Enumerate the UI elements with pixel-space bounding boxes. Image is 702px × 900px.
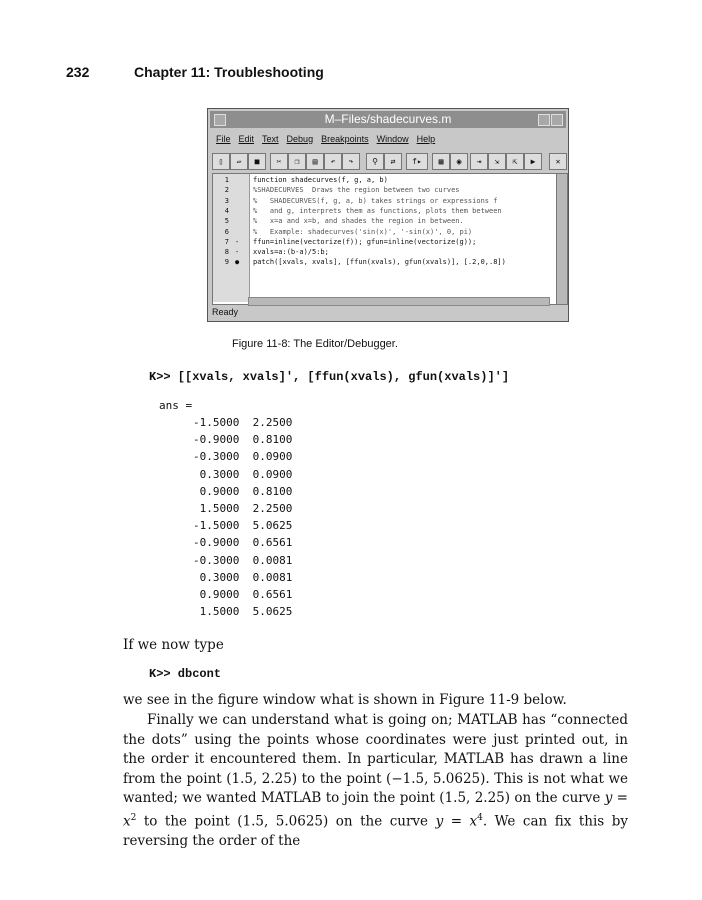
- ans-row: 0.9000 0.6561: [193, 588, 293, 601]
- open-file-icon[interactable]: ▱: [230, 153, 248, 170]
- line-number: 8: [224, 248, 229, 257]
- menu-item[interactable]: File: [216, 134, 231, 144]
- cut-icon[interactable]: ✂: [270, 153, 288, 170]
- line-marker[interactable]: -: [235, 248, 240, 257]
- equation-1: y = x: [123, 790, 628, 829]
- minimize-icon[interactable]: [538, 114, 550, 126]
- line-number: 5: [224, 217, 229, 226]
- step-out-icon[interactable]: ⇱: [506, 153, 524, 170]
- code-line: ffun=inline(vectorize(f)); gfun=inline(vectorize(g));: [253, 237, 477, 246]
- code-line: % SHADECURVES(f, g, a, b) takes strings or expressions f: [253, 196, 498, 205]
- paragraph-1: If we now type: [123, 637, 224, 653]
- toolbar: [212, 151, 564, 171]
- horizontal-scrollbar[interactable]: [248, 297, 550, 306]
- line-number: 6: [224, 227, 229, 236]
- replace-icon[interactable]: ⇄: [384, 153, 402, 170]
- ans-row: 1.5000 5.0625: [193, 605, 293, 619]
- step-in-icon[interactable]: ⇲: [488, 153, 506, 170]
- line-number: 9: [224, 258, 229, 267]
- breakpoint-icon[interactable]: ◉: [450, 153, 468, 170]
- equation-2: y = x: [435, 813, 478, 829]
- continue-icon[interactable]: ▶: [524, 153, 542, 170]
- menu-item[interactable]: Edit: [238, 134, 255, 144]
- line-marker[interactable]: -: [235, 237, 240, 246]
- paragraph-3-text-1: Finally we can understand what is going on; MATLAB has “connected the dots” using the points whose coordinates were just printed out, in the order it encountered them. In particular, MATLAB has drawn a line from the point (1.5, 2.25) to the point (−1.5, 5.0625). This is not what we wanted; we wanted MATLAB to join the point (1.5, 2.25) on the curve: [123, 712, 628, 806]
- chapter-title: Chapter 11: Troubleshooting: [134, 64, 324, 80]
- line-number: 2: [224, 186, 229, 195]
- undo-icon[interactable]: ↶: [324, 153, 342, 170]
- code-editor[interactable]: [212, 173, 557, 305]
- copy-icon[interactable]: ❐: [288, 153, 306, 170]
- window-titlebar[interactable]: [210, 111, 566, 128]
- ans-label: ans =: [159, 399, 193, 412]
- paste-icon[interactable]: ▤: [306, 153, 324, 170]
- editor-window: [207, 108, 569, 322]
- ans-row: -0.3000 0.0900: [193, 450, 293, 464]
- ans-row: 0.9000 0.8100: [193, 484, 293, 498]
- close-icon[interactable]: ✕: [549, 153, 567, 170]
- code-line: xvals=a:(b-a)/5:b;: [253, 248, 329, 257]
- maximize-icon[interactable]: [551, 114, 563, 126]
- code-line: % Example: shadecurves('sin(x)', '-sin(x)', 0, pi): [253, 227, 473, 236]
- find-icon[interactable]: ⚲: [366, 153, 384, 170]
- menu-item[interactable]: Debug: [286, 134, 314, 144]
- page-number: 232: [66, 64, 90, 80]
- menu-item[interactable]: Text: [262, 134, 279, 144]
- breakpoint-marker[interactable]: ●: [235, 258, 240, 267]
- figure-caption: Figure 11-8: The Editor/Debugger.: [232, 338, 398, 350]
- equation-1-exponent: 2: [130, 812, 137, 823]
- command-line-2: K>> dbcont: [149, 667, 222, 681]
- new-file-icon[interactable]: ▯: [212, 153, 230, 170]
- paragraph-3-text-2: to the point (1.5, 5.0625) on the curve: [136, 813, 436, 829]
- ans-row: -0.9000 0.8100: [193, 433, 293, 447]
- print-icon[interactable]: ▦: [432, 153, 450, 170]
- menu-item[interactable]: Breakpoints: [321, 134, 369, 144]
- page-header: [66, 64, 324, 80]
- redo-icon[interactable]: ↷: [342, 153, 360, 170]
- ans-row: 0.3000 0.0081: [193, 570, 293, 584]
- menu-bar: [210, 131, 566, 147]
- ans-row: 0.3000 0.0900: [193, 467, 293, 481]
- line-number: 3: [224, 196, 229, 205]
- code-line: % and g, interprets them as functions, plots them between: [253, 206, 502, 215]
- ans-row: -1.5000 2.2500: [193, 416, 293, 429]
- ans-row: 1.5000 2.2500: [193, 502, 293, 515]
- line-number: 1: [224, 176, 229, 184]
- function-icon[interactable]: f▸: [406, 153, 428, 170]
- window-menu-icon[interactable]: [214, 114, 226, 126]
- ans-row: -0.3000 0.0081: [193, 553, 293, 567]
- command-line-1: K>> [[xvals, xvals]', [ffun(xvals), gfun(xvals)]']: [149, 370, 510, 384]
- code-line: % x=a and x=b, and shades the region in between.: [253, 217, 464, 226]
- equation-2-exponent: 4: [477, 812, 483, 823]
- step-icon[interactable]: ⇥: [470, 153, 488, 170]
- status-bar: Ready: [212, 307, 239, 317]
- ans-row: -0.9000 0.6561: [193, 536, 293, 550]
- save-icon[interactable]: ■: [248, 153, 266, 170]
- line-number: 4: [224, 206, 229, 215]
- window-title: M–Files/shadecurves.m: [324, 112, 452, 126]
- paragraph-2: we see in the figure window what is shown in Figure 11-9 below.: [123, 692, 567, 708]
- vertical-scrollbar[interactable]: [556, 173, 568, 305]
- code-line: patch([xvals, xvals], [ffun(xvals), gfun(xvals)], [.2,0,.8]): [253, 258, 506, 267]
- menu-item[interactable]: Help: [416, 134, 436, 144]
- code-line: function shadecurves(f, g, a, b): [253, 176, 388, 184]
- code-line: %SHADECURVES Draws the region between two curves: [253, 186, 460, 195]
- menu-item[interactable]: Window: [376, 134, 409, 144]
- ans-row: -1.5000 5.0625: [193, 519, 293, 533]
- paragraph-3-text-3: . We can fix this by reversing the order of the: [123, 813, 628, 849]
- line-number: 7: [224, 237, 229, 246]
- paragraph-3: [123, 711, 628, 851]
